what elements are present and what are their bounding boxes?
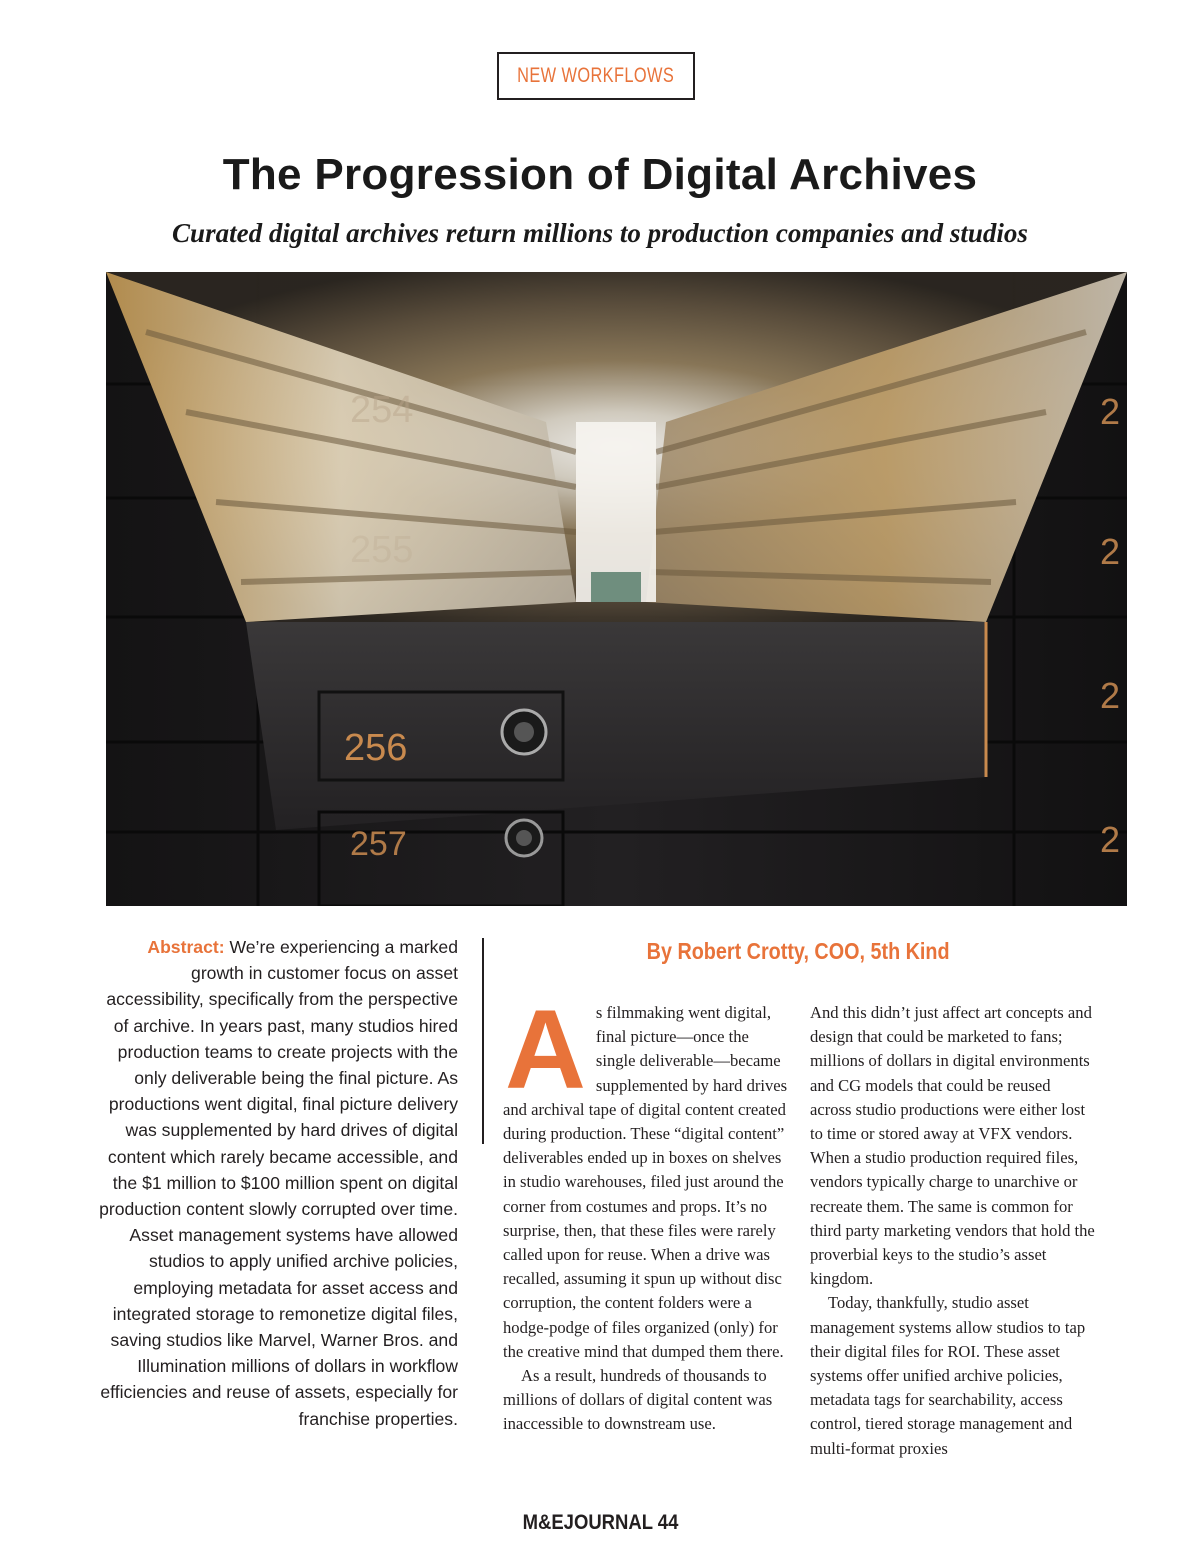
box-number-254: 254 [350, 389, 414, 431]
box-number-255: 255 [350, 529, 414, 571]
safe-deposit-archive-illustration [106, 272, 1127, 906]
abstract [96, 934, 458, 1432]
box-number-257: 257 [350, 825, 407, 863]
byline [500, 938, 1096, 965]
article-column-2 [810, 1001, 1095, 1461]
byline-text: By Robert Crotty, COO, 5th Kind [646, 938, 950, 964]
article-paragraph: And this didn’t just affect art concepts and design that could be marketed to fans; millions of dollars in digital environments and CG models that could be reused across studio productions were either lost to time or stored away at VFX vendors. When a studio production required files, vendors typically charge to unarchive or recreate them. The same is common for third party marketing vendors that hold the proverbial keys to the studio’s asset kingdom. [810, 1003, 1095, 1289]
article-paragraph: As a result, hundreds of thousands to millions of dollars of digital content was inaccessible to downstream use. [503, 1366, 773, 1434]
svg-text:2: 2 [1100, 675, 1121, 716]
hero-image [106, 272, 1127, 906]
article-paragraph: s filmmaking went digital, final picture—once the single deliverable—became supplemented by hard drives and archival tape of digital content created during production. These “digital content” deliverables ended up in boxes on shelves in studio warehouses, filed just around the corner from costumes and props. It’s no surprise, then, that these files were rarely called upon for reuse. When a drive was recalled, assuming it spun up without disc corruption, the content folders were a hodge-podge of files organized (only) for the creative mind that dumped them there. [503, 1003, 788, 1361]
article-subtitle: Curated digital archives return millions to production companies and studios [172, 218, 1028, 248]
article-title: The Progression of Digital Archives [222, 150, 978, 199]
folio-text: M&EJOURNAL 44 [522, 1511, 678, 1534]
svg-text:2: 2 [1100, 391, 1121, 432]
section-tag-label: NEW WORKFLOWS [517, 64, 675, 87]
column-divider [482, 938, 484, 1144]
section-tag [497, 52, 695, 100]
article-column-1 [503, 987, 788, 1437]
svg-text:2: 2 [1100, 819, 1121, 860]
svg-text:2: 2 [1100, 531, 1121, 572]
abstract-label: Abstract: [147, 937, 225, 957]
article-paragraph: Today, thankfully, studio asset management systems allow studios to tap their digital files for ROI. These asset systems offer unified archive policies, metadata tags for searchability, access control, tiered storage management and multi-format proxies [810, 1293, 1086, 1458]
box-number-256: 256 [344, 727, 408, 769]
drop-cap: A [505, 987, 586, 1112]
abstract-text: We’re experiencing a marked growth in customer focus on asset accessibility, specifically from the perspective of archive. In years past, many studios hired production teams to create projects with the only deliverable being the final picture. As productions went digital, final picture delivery was supplemented by hard drives of digital content which rarely became accessible, and the $1 million to $100 million spent on digital production content slowly corrupted over time. Asset management systems have allowed studios to apply unified archive policies, employing metadata for asset access and integrated storage to remonetize digital files, saving studios like Marvel, Warner Bros. and Illumination millions of dollars in workflow efficiencies and reuse of assets, especially for franchise properties. [99, 937, 458, 1429]
page-folio [0, 1511, 1200, 1535]
